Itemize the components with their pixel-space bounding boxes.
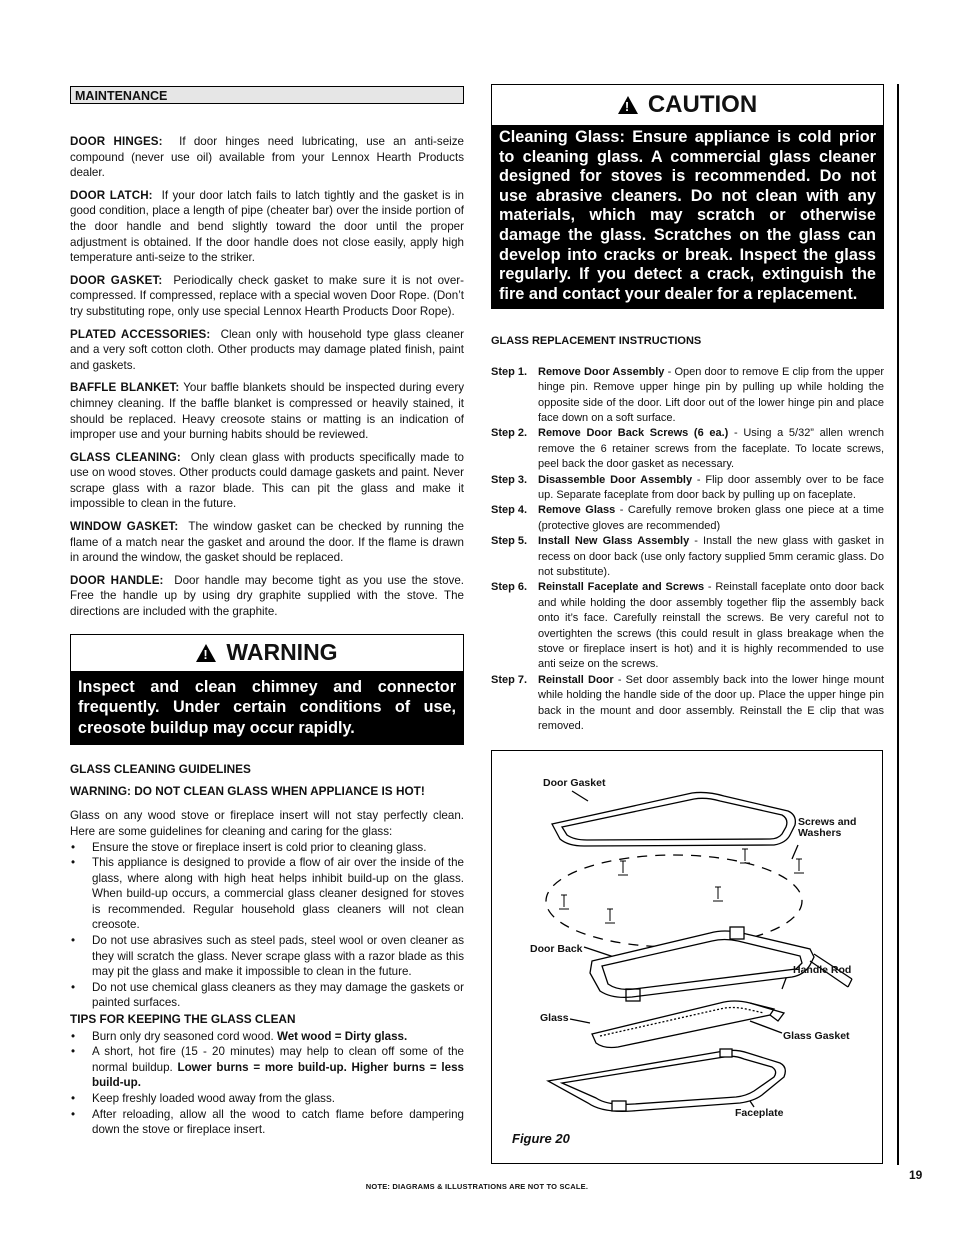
- figure-caption: Figure 20: [512, 1131, 570, 1146]
- item-label: DOOR LATCH:: [70, 188, 153, 202]
- item-text: Clean only with household type glass cleaner and a very soft cotton cloth. Other products may damage plated finish, paint and gaskets.: [70, 327, 464, 372]
- figure-20: [491, 750, 883, 1164]
- glass-cleaning-guidelines: [70, 762, 464, 1138]
- label-glass-gasket: Glass Gasket: [783, 1030, 850, 1042]
- step-description: - Carefully remove broken glass one piece at a time (protective gloves are recommended): [538, 504, 884, 532]
- step-item: [491, 580, 884, 672]
- step-number: Step 3.: [491, 473, 528, 486]
- item-text: The window gasket can be checked by running the flame of a match near the gasket and around the door. If the flame is drawn in around the window, the gasket should be replaced.: [70, 520, 464, 565]
- step-title: Install New Glass Assembly: [538, 535, 690, 548]
- label-door-gasket: Door Gasket: [543, 777, 606, 789]
- tips-list: [70, 1029, 464, 1138]
- caution-box: [491, 84, 884, 309]
- warning-triangle-icon: !: [196, 644, 216, 662]
- warning-title: WARNING: [226, 638, 338, 665]
- step-item: [491, 473, 884, 504]
- item-label: DOOR HANDLE:: [70, 573, 164, 587]
- door-back-shape: [590, 931, 814, 997]
- warning-heading: [71, 635, 463, 671]
- step-number: Step 5.: [491, 535, 528, 548]
- step-item: [491, 673, 884, 735]
- step-description: - Reinstall faceplate onto door back and while holding the door assembly together flip the assembly back onto it’s face. Carefully reinstall the screws. Be very careful not to overtighten the screws (this could result in glass breakage when the stove or fireplace insert is hot) and it is highly recommended to use anti seize on the screws.: [538, 581, 884, 671]
- step-text: [538, 503, 884, 534]
- step-title: Remove Glass: [538, 504, 616, 517]
- list-item: [70, 1091, 464, 1107]
- item-text: Periodically check gasket to make sure it is not over-compressed. If compressed, replace with a special woven Door Rope. (Don’t try substituting rope, only use special Lennox Hearth Products Door Rope).: [70, 273, 465, 318]
- step-item: [491, 426, 884, 472]
- step-description: - Flip door assembly over to be face up. Separate faceplate from door back by pulling up on faceplate.: [538, 473, 884, 501]
- maintenance-item: [70, 327, 464, 374]
- caution-heading: [492, 85, 883, 125]
- item-label: DOOR GASKET:: [70, 273, 163, 287]
- tip-emphasis: Wet wood = Dirty glass.: [276, 1029, 408, 1043]
- footer-note: NOTE: DIAGRAMS & ILLUSTRATIONS ARE NOT TO SCALE.: [365, 1182, 589, 1191]
- item-label: WINDOW GASKET:: [70, 520, 179, 534]
- caution-title: CAUTION: [647, 91, 758, 119]
- door-exploded-diagram: [492, 751, 882, 1163]
- left-column: [70, 86, 464, 1138]
- step-number: Step 2.: [491, 427, 528, 440]
- item-label: DOOR HINGES:: [70, 135, 163, 148]
- item-label: GLASS CLEANING:: [70, 450, 181, 464]
- label-faceplate: Faceplate: [735, 1107, 784, 1119]
- guidelines-intro: Glass on any wood stove or fireplace insert will not stay perfectly clean. Here are some guidelines for cleaning and caring for the glass:: [70, 809, 464, 838]
- replacement-heading: GLASS REPLACEMENT INSTRUCTIONS: [491, 335, 702, 348]
- right-column: [491, 84, 884, 735]
- item-label: PLATED ACCESSORIES:: [70, 327, 211, 341]
- label-screws-line1: Screws and: [798, 816, 857, 828]
- warning-box: [70, 634, 464, 746]
- door-gasket-shape: [552, 792, 795, 846]
- label-handle-rod: Handle Rod: [793, 964, 852, 976]
- list-item: [70, 1044, 464, 1091]
- step-title: Remove Door Assembly: [538, 365, 665, 378]
- maintenance-item: [70, 450, 464, 512]
- step-description: - Open door to remove E clip from the upper hinge pin. Remove upper hinge pin by pulling up while holding the opposite side of the door. Lift door out of the lower hinge pin and place face down on a soft surface.: [538, 365, 884, 424]
- guidelines-list: [70, 840, 464, 1012]
- list-item: [70, 1107, 464, 1138]
- step-item: [491, 503, 884, 534]
- maintenance-item: [70, 273, 464, 320]
- maintenance-item: [70, 380, 464, 442]
- step-number: Step 6.: [491, 581, 528, 594]
- step-item: [491, 534, 884, 580]
- item-text: Your baffle blankets should be inspected during every chimney cleaning. If the baffle blanket is compressed or heavily stained, it should be replaced. Heavy creosote stains or matting is an indication of improper use and your burning habits should be reviewed.: [70, 381, 464, 442]
- list-item: [70, 1029, 464, 1045]
- guidelines-heading: GLASS CLEANING GUIDELINES: [70, 762, 251, 777]
- step-text: [538, 365, 884, 427]
- label-screws: [798, 817, 856, 839]
- step-number: Step 4.: [491, 504, 528, 517]
- glass-shape: [592, 1001, 774, 1048]
- screw-pattern-ellipse: [546, 855, 802, 947]
- step-item: [491, 365, 884, 427]
- caution-triangle-icon: !: [618, 96, 638, 114]
- step-title: Remove Door Back Screws (6 ea.): [538, 427, 729, 440]
- item-text: If door hinges need lubricating, use an anti-seize compound (never use oil) available from your Lennox Hearth Products dealer.: [70, 135, 464, 180]
- step-text: [538, 426, 884, 472]
- tips-heading: TIPS FOR KEEPING THE GLASS CLEAN: [70, 1012, 296, 1027]
- maintenance-item: [70, 573, 464, 620]
- tip-text: After reloading, allow all the wood to catch flame before dampering down the stove or fireplace insert.: [92, 1107, 464, 1137]
- step-number: Step 7.: [491, 673, 528, 686]
- maintenance-header: MAINTENANCE: [70, 86, 464, 104]
- maintenance-item: [70, 519, 464, 566]
- replacement-steps: [491, 365, 884, 735]
- caution-body: Cleaning Glass: Ensure appliance is cold prior to cleaning glass. A commercial glass cleaner designed for stoves is recommended. Do not use abrasive cleaners. Do not clean with any materials, which may scratch or otherwise damage the glass. Scratches on the glass can develop into cracks or break. Inspect the glass regularly. If you detect a crack, extinguish the fire and contact your dealer for a replacement.: [492, 125, 883, 308]
- maintenance-item: [70, 134, 464, 181]
- guidelines-warning: WARNING: DO NOT CLEAN GLASS WHEN APPLIANCE IS HOT!: [70, 783, 425, 798]
- label-glass: Glass: [540, 1012, 569, 1024]
- step-description: - Using a 5/32” allen wrench remove the 6 retainer screws from the faceplate. To locate screws, peel back the door gasket as necessary.: [538, 427, 884, 471]
- maintenance-item: [70, 188, 464, 266]
- warning-body: Inspect and clean chimney and connector frequently. Under certain conditions of use, creosote buildup may occur rapidly.: [71, 671, 463, 745]
- item-text: Door handle may become tight as you use the stove. Free the handle up by using dry graphite supplied with the stove. The directions are included with the graphite.: [70, 573, 464, 619]
- step-title: Reinstall Door: [538, 673, 614, 686]
- step-description: - Install the new glass with gasket in recess on door back (use only factory supplied 5mm ceramic glass. Do not substitute).: [538, 535, 884, 579]
- label-door-back: Door Back: [530, 943, 583, 955]
- step-description: - Set door assembly back into the lower hinge mount while holding the handle side of the door up. Place the upper hinge pin back in the mount and door assembly. Reinstall the E clip that was removed.: [538, 673, 884, 733]
- list-item: • Do not use abrasives such as steel pads, steel wool or oven cleaner as they will scratch the glass. Never scrape glass with a razor blade as this may pit the glass and make it impossible to clean in the future.: [70, 933, 464, 980]
- list-item: • Ensure the stove or fireplace insert is cold prior to cleaning glass.: [70, 840, 464, 856]
- screws: [559, 849, 804, 923]
- tip-emphasis: Lower burns = more build-up. Higher burns = less build-up.: [92, 1060, 464, 1090]
- item-text: If your door latch fails to latch tightly and the gasket is in good condition, place a length of pipe (cheater bar) over the inside portion of the door handle and bend slightly toward the door until the proper adjustment is obtained. If the door handle does not close easily, apply high temperature anti-seize to the striker.: [70, 188, 465, 265]
- step-text: [538, 673, 884, 735]
- list-item: • This appliance is designed to provide a flow of air over the inside of the glass, where along with high heat helps inhibit build-up on the glass. When build-up occurs, a commercial glass cleaner designed for stoves is recommended. Regular household glass cleaners will not clean creosote.: [70, 855, 464, 933]
- tip-text: Keep freshly loaded wood away from the glass.: [92, 1092, 335, 1105]
- maintenance-list: [70, 134, 464, 620]
- label-screws-line2: Washers: [798, 827, 842, 839]
- step-text: [538, 580, 884, 672]
- item-text: Only clean glass with products specifically made to use on wood stoves. Other products could damage gaskets and paint. Never scrape glass with a razor blade. This can pit the glass and make it impossible to clean in the future.: [70, 450, 464, 511]
- step-number: Step 1.: [491, 365, 528, 378]
- item-label: BAFFLE BLANKET:: [70, 381, 180, 395]
- step-text: [538, 473, 884, 504]
- list-item: • Do not use chemical glass cleaners as they may damage the gaskets or painted surfaces.: [70, 980, 464, 1011]
- tip-text: A short, hot fire (15 - 20 minutes) may help to clean off some of the normal buildup.: [92, 1045, 464, 1074]
- step-title: Disassemble Door Assembly: [538, 473, 693, 486]
- step-text: [538, 534, 884, 580]
- step-title: Reinstall Faceplate and Screws: [538, 581, 705, 594]
- page-edge-rule: [897, 84, 899, 1165]
- page-number: 19: [909, 1168, 923, 1182]
- tip-text: Burn only dry seasoned cord wood.: [92, 1029, 277, 1043]
